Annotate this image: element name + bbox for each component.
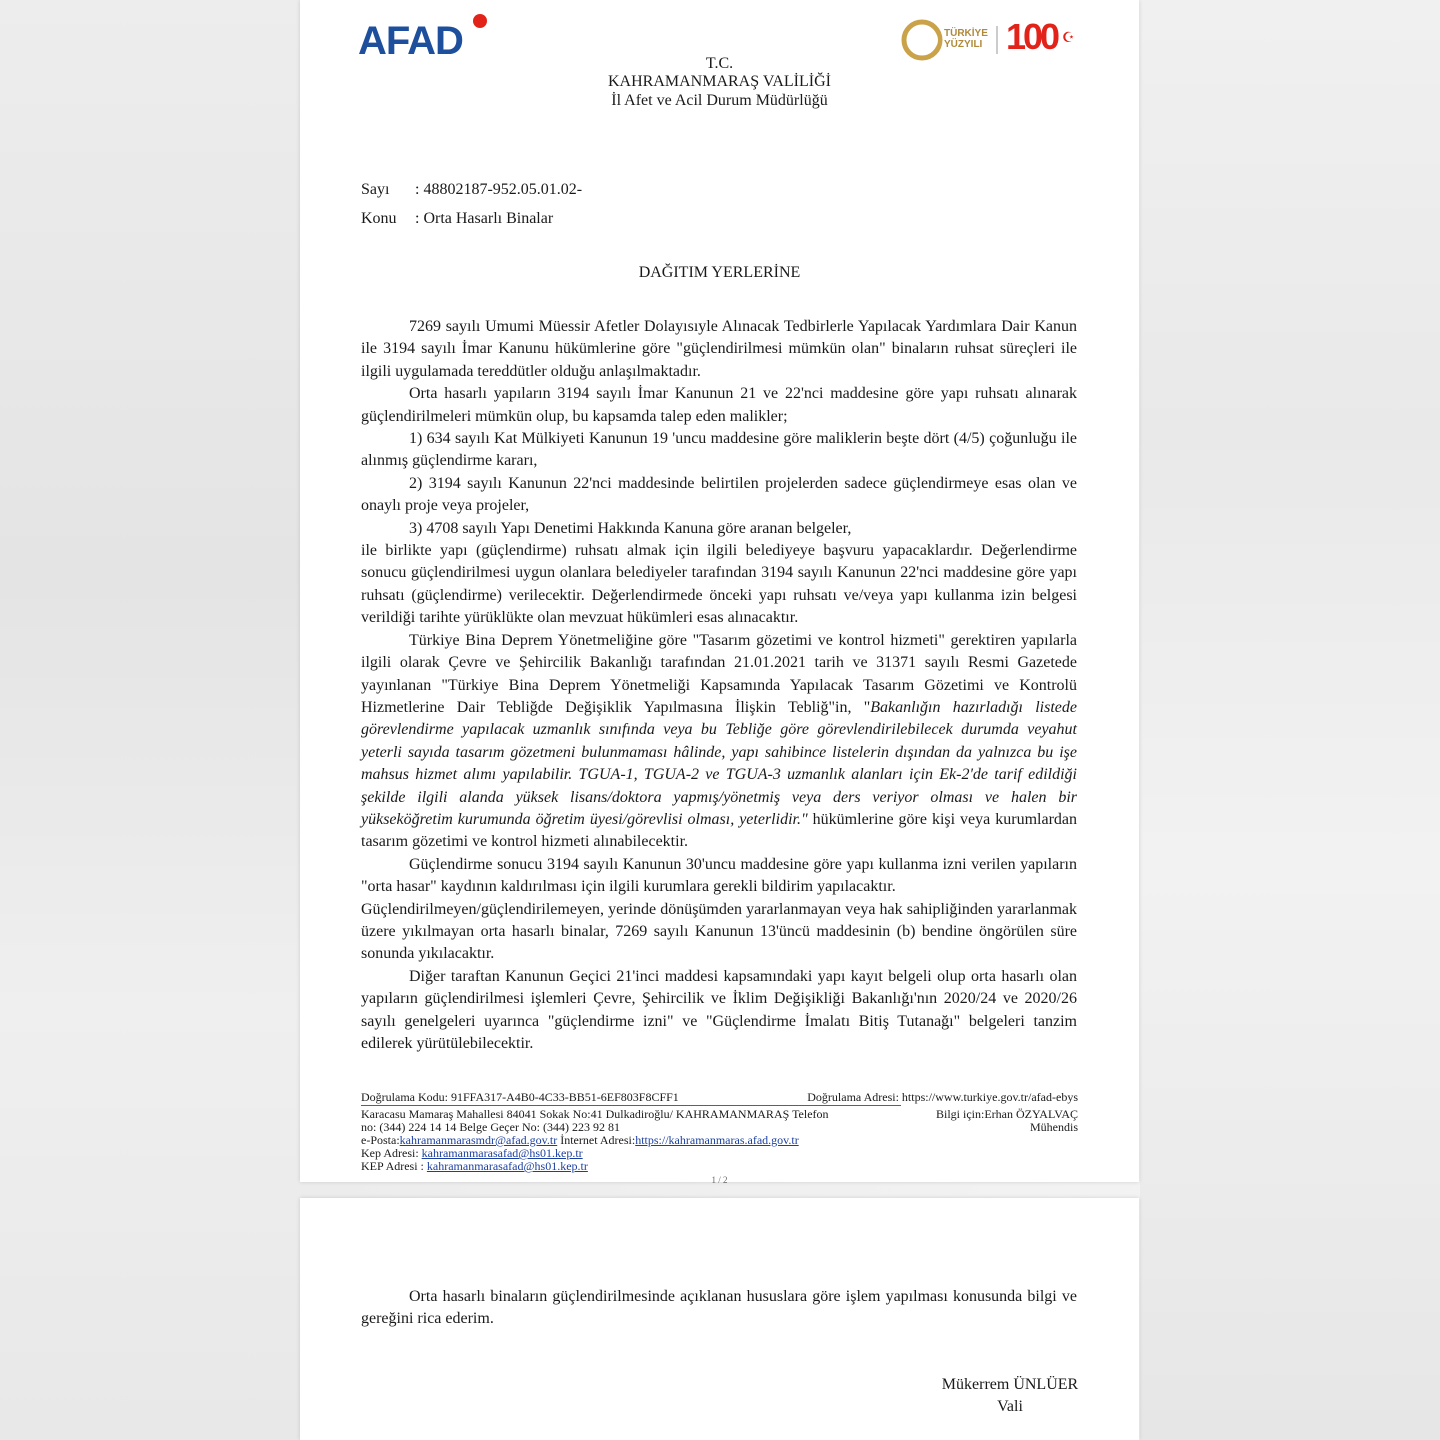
footer-phone: no: (344) 224 14 14 Belge Geçer No: (344) 223 92 81: [361, 1120, 620, 1134]
yuzyili-text: YÜZYILI: [944, 39, 983, 50]
footer-address: Karacasu Mamaraş Mahallesi 84041 Sokak No:41 Dulkadiroğlu/ KAHRAMANMARAŞ Telefon: [361, 1107, 829, 1121]
verification-code: Doğrulama Kodu: 91FFA317-A4B0-4C33-BB51-6EF803F8CFF1: [361, 1090, 679, 1104]
list-item-1: 1) 634 sayılı Kat Mülkiyeti Kanunun 19 'uncu maddesine göre maliklerin beşte dört (4/5) çoğunluğu ile alınmış güçlendirme kararı,: [361, 430, 1077, 470]
document-title: DAĞITIM YERLERİNE: [638, 264, 801, 281]
closing-paragraph: Orta hasarlı binaların güçlendirilmesinde açıklanan hususlara göre işlem yapılması konusunda bilgi ve gereğini rica ederim.: [361, 1288, 1077, 1328]
list-item-3: 3) 4708 sayılı Yapı Denetimi Hakkında Kanuna göre aranan belgeler,: [409, 519, 852, 537]
background-right: [1140, 0, 1440, 1440]
paragraph-4: Türkiye Bina Deprem Yönetmeliğine göre "Tasarım gözetimi ve kontrol hizmeti" gerektiren yapılarla ilgili olarak Çevre ve Şehircilik Bakanlığı tarafından 21.01.2021 tarih ve 31371 sayılı Resmi Gazetede yayınlanan "Türkiye Bina Deprem Yönetmeliği Kapsamında Yapılacak Tasarım Gözetimi ve Kontrolü Hizmetlerine Dair Tebliğde Değişiklik Yapılmasına İlişkin Tebliğ"in, "Bakanlığın hazırladığı listede görevlendirme yapılacak uzmanlık sınıfında veya bu Tebliğe göre görevlendirilebilecek durumda veyahut yeterli sayıda tasarım gözetmeni bulunmaması hâlinde, yapı sahibince listelerin dışından da yalnızca bu işe mahsus hizmet alımı yapılabilir. TGUA-1, TGUA-2 ve TGUA-3 uzmanlık alanları için Ek-2'de tarif edildiği şekilde ilgili alanda yüksek lisans/doktora yapmış/yönetmiş veya ders veriyor olması ve halen bir yükseköğretim kurumunda öğretim üyesi/görevlisi olması, yeterlidir." hükümlerine göre kişi veya kurumlardan tasarım gözetimi ve kontrol hizmeti alınabilecektir.: [361, 631, 1077, 851]
paragraph-3: ile birlikte yapı (güçlendirme) ruhsatı almak için ilgili belediyeye başvuru yapacaklardır. Değerlendirme sonucu güçlendirilmesi uygun olanlara belediyeler tarafından 3194 sayılı Kanunun 22'nci maddesine göre yapı ruhsatı (güçlendirme) verilecektir. Değerlendirmede önceki yapı ruhsatı ve/veya yapı kullanma izin belgesi verildiği tarihte yürüklükte olan mevzuat hükümleri esas alınacaktır.: [361, 542, 1077, 627]
signature-block: [920, 1374, 1100, 1418]
hundred-text: 100: [1006, 16, 1058, 57]
document-page-2: [300, 1198, 1139, 1440]
document-page-1: [300, 0, 1139, 1185]
crescent-star-icon: ☪: [1062, 31, 1075, 46]
email-link[interactable]: kahramanmarasmdr@afad.gov.tr: [399, 1133, 558, 1147]
kep-link-1[interactable]: kahramanmarasafad@hs01.kep.tr: [421, 1146, 583, 1160]
meta-sayi: Sayı : 48802187-952.05.01.02-: [361, 181, 583, 198]
signer-title: Vali: [997, 1398, 1023, 1415]
document-footer: [361, 1091, 1078, 1173]
document-body: [361, 316, 1077, 1055]
paragraph-2: Orta hasarlı yapıların 3194 sayılı İmar Kanunun 21 ve 22'nci maddesine göre yapı ruhsatı alınarak güçlendirilmeleri mümkün olup, bu kapsamda talep eden malikler;: [361, 385, 1077, 425]
footer-email-row: e-Posta:kahramanmarasmdr@afad.gov.tr İnternet Adresi:https://kahramanmaras.afad.gov.tr: [361, 1133, 799, 1147]
footer-role: Mühendis: [1030, 1120, 1078, 1134]
meta-konu: Konu : Orta Hasarlı Binalar: [361, 210, 554, 227]
afad-logo: AFAD: [358, 18, 488, 64]
footer-info-contact: Bilgi için:Erhan ÖZYALVAÇ: [935, 1107, 1078, 1121]
paragraph-6: Güçlendirilmeyen/güçlendirilemeyen, yerinde dönüşümden yararlanmayan veya hak sahipliğinden yararlanmak üzere yıkılmayan orta hasarlı binalar, 7269 sayılı Kanunun 13'üncü maddesinin (b) bendine öngörülen süre sonunda yıkılacaktır.: [361, 900, 1077, 963]
page-number: 1 / 2: [711, 1175, 728, 1185]
footer-kep-row-2: KEP Adresi : kahramanmarasafad@hs01.kep.tr: [361, 1159, 588, 1173]
header-mudurluk: İl Afet ve Acil Durum Müdürlüğü: [611, 92, 828, 109]
kep-link-2[interactable]: kahramanmarasafad@hs01.kep.tr: [426, 1159, 588, 1173]
header-tc: T.C.: [705, 55, 734, 72]
flag-emblem-icon: [473, 14, 487, 28]
background-left: [0, 0, 300, 1440]
paragraph-5: Güçlendirme sonucu 3194 sayılı Kanunun 30'uncu maddesine göre yapı kullanma izni verilen yapıların "orta hasar" kaydının kaldırılması için ilgili kurumlara gerekli bildirim yapılacaktır.: [361, 855, 1077, 896]
header-valilik: KAHRAMANMARAŞ VALİLİĞİ: [608, 73, 831, 90]
website-link[interactable]: https://kahramanmaras.afad.gov.tr: [635, 1133, 799, 1147]
quoted-regulation: Bakanlığın hazırladığı listede görevlendirme yapılacak uzmanlık sınıfında veya bu Tebliğe göre görevlendirilebilecek durumda veyahut yeterli sayıda tasarım gözetmeni bulunmaması hâlinde, yapı sahibince listelerin dışından da yalnızca bu işe mahsus hizmet alımı yapılabilir. TGUA-1, TGUA-2 ve TGUA-3 uzmanlık alanları için Ek-2'de tarif edildiği şekilde ilgili alanda yüksek lisans/doktora yapmış/yönetmiş veya ders veriyor olması ve halen bir yükseköğretim kurumunda öğretim üyesi/görevlisi olması, yeterlidir.": [361, 698, 1077, 828]
verification-address: Doğrulama Adresi: https://www.turkiye.gov.tr/afad-ebys: [807, 1090, 1078, 1104]
footer-kep-row-1: Kep Adresi: kahramanmarasafad@hs01.kep.tr: [361, 1146, 583, 1160]
paragraph-1: 7269 sayılı Umumi Müessir Afetler Dolayısıyle Alınacak Tedbirlerle Yapılacak Yardımlara Dair Kanun ile 3194 sayılı İmar Kanunu hükümlerine göre "güçlendirilmesi mümkün olan" binaların ruhsat süreçleri ile ilgili uygulamada tereddütler olduğu anlaşılmaktadır.: [361, 318, 1077, 380]
list-item-2: 2) 3194 sayılı Kanunun 22'nci maddesinde belirtilen projelerden sadece güçlendirmeye esas olan ve onaylı proje veya projeler,: [361, 474, 1077, 515]
paragraph-7: Diğer taraftan Kanunun Geçici 21'inci maddesi kapsamındaki yapı kayıt belgeli olup orta hasarlı olan yapıların güçlendirilmesi işlemleri Çevre, Şehircilik ve İklim Değişikliği Bakanlığı'nın 2020/24 ve 2020/26 sayılı genelgeleri uyarınca "güçlendirme izni" ve "Güçlendirme İmalatı Bitiş Tutanağı" belgeleri tanzim edilerek yürütülebilecektir.: [361, 967, 1077, 1052]
footer-divider: [361, 1105, 901, 1106]
signer-name: Mükerrem ÜNLÜER: [941, 1376, 1079, 1393]
turkiye-text: TÜRKİYE: [944, 28, 988, 39]
